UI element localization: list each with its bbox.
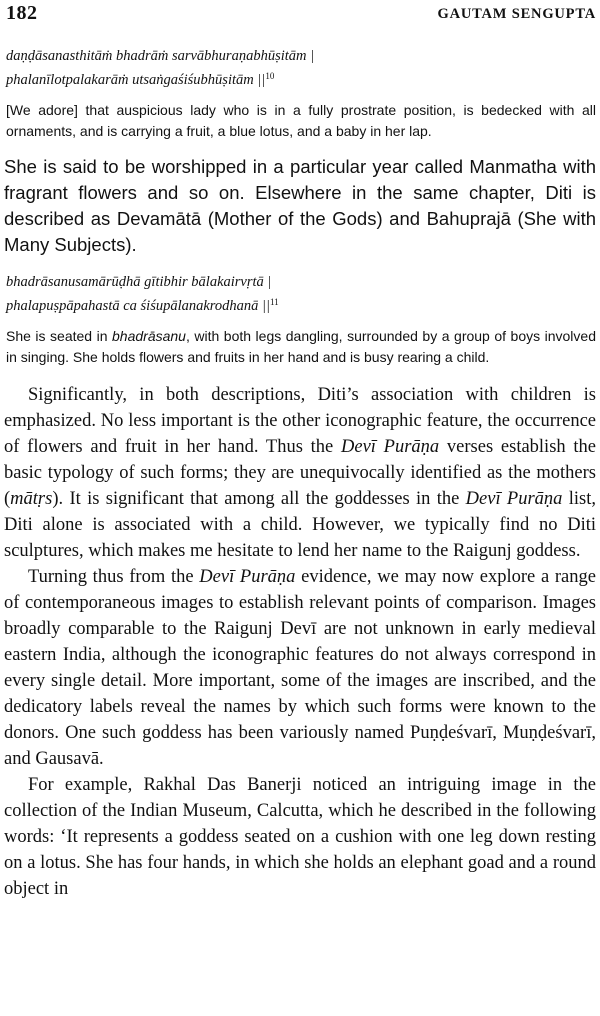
verse-line <box>6 292 596 316</box>
paragraph-text: list, Diti alone is associated with a child. However, we typically find no Diti sculptures, which makes me hesitate to lend her name to the Raigunj goddess. <box>4 489 596 561</box>
paragraph-example: For example, Rakhal Das Banerji noticed an intriguing image in the collection of the Indian Museum, Calcutta, which he described in the following words: ‘It represents a goddess seated on a cushion with one leg down resting on a lotus. She has four hands, in which she holds an elephant goad and a round object in <box>4 775 596 899</box>
footnote-marker: 11 <box>270 297 279 307</box>
verse-block-2 <box>6 272 596 316</box>
paragraph-manmatha <box>4 154 596 258</box>
paragraph-text: She is said to be worshipped in a particular year called Manmatha with fragrant flowers and so on. Elsewhere in the same chapter, Diti is described as Devamātā (Mother of the Gods) and Bahuprajā (She with Many Subjects). <box>4 156 596 255</box>
paragraph-text: Significantly, in both descriptions, Diti’s association with children is emphasized. No less important is the other iconographic feature, the occurrence of flowers and fruit in her hand. Thus the <box>4 385 596 457</box>
paragraph-text: evidence, we may now explore a range of contemporaneous images to establish relevant points of comparison. Images broadly comparable to the Raigunj Devī are not unknown in early medieval eastern India, although the iconographic features do not always correspond in every single detail. More important, some of the images are inscribed, and the dedicatory labels reveal the names by which such forms were known to the donors. One such goddess has been variously named Puṇḍeśvarī, Muṇḍeśvarī, and Gausavā. <box>4 567 596 769</box>
page-number: 182 <box>6 2 38 24</box>
text-title: Devī Purāṇa <box>465 489 563 509</box>
book-page <box>4 0 596 1016</box>
translation-text: , with both legs dangling, surrounded by a group of boys involved in singing. She holds flowers and fruits in her hand and is busy rearing a child. <box>6 328 596 365</box>
verse-line: daṇḍāsanasthitāṁ bhadrāṁ sarvābhuraṇabhūṣitām | <box>6 48 315 64</box>
sanskrit-term: bhadrāsanu <box>112 328 186 344</box>
verse-block-1 <box>6 46 596 90</box>
paragraph-turning <box>4 564 596 772</box>
paragraph-text: Turning thus from the <box>28 567 200 587</box>
verse-line <box>6 66 596 90</box>
paragraph-significantly <box>4 382 596 564</box>
paragraph-text: verses establish the basic typology of such forms; they are unequivocally identified as the mothers ( <box>4 437 596 509</box>
sanskrit-term: mātṛs <box>10 489 53 509</box>
verse-line: bhadrāsanusamārūḍhā gītibhir bālakairvṛtā | <box>6 274 272 290</box>
verse-translation-1: [We adore] that auspicious lady who is in a fully prostrate position, is bedecked with all ornaments, and is carrying a fruit, a blue lotus, and a baby in her lap. <box>6 102 596 139</box>
verse-line-text: phalapuṣpāpahastā ca śiśupālanakrodhanā || <box>6 298 271 314</box>
paragraph-text: ). It is significant that among all the goddesses in the <box>52 489 466 509</box>
main-text <box>4 382 596 902</box>
running-head: GAUTAM SENGUPTA <box>437 6 596 22</box>
text-title: Devī Purāṇa <box>199 567 296 587</box>
page-header <box>4 0 596 30</box>
footnote-marker: 10 <box>265 71 275 81</box>
translation-text: She is seated in <box>6 328 113 344</box>
verse-translation-2 <box>6 326 596 368</box>
verse-line-text: phalanīlotpalakarāṁ utsaṅgaśiśubhūṣitām || <box>6 72 266 88</box>
text-title: Devī Purāṇa <box>341 437 440 457</box>
